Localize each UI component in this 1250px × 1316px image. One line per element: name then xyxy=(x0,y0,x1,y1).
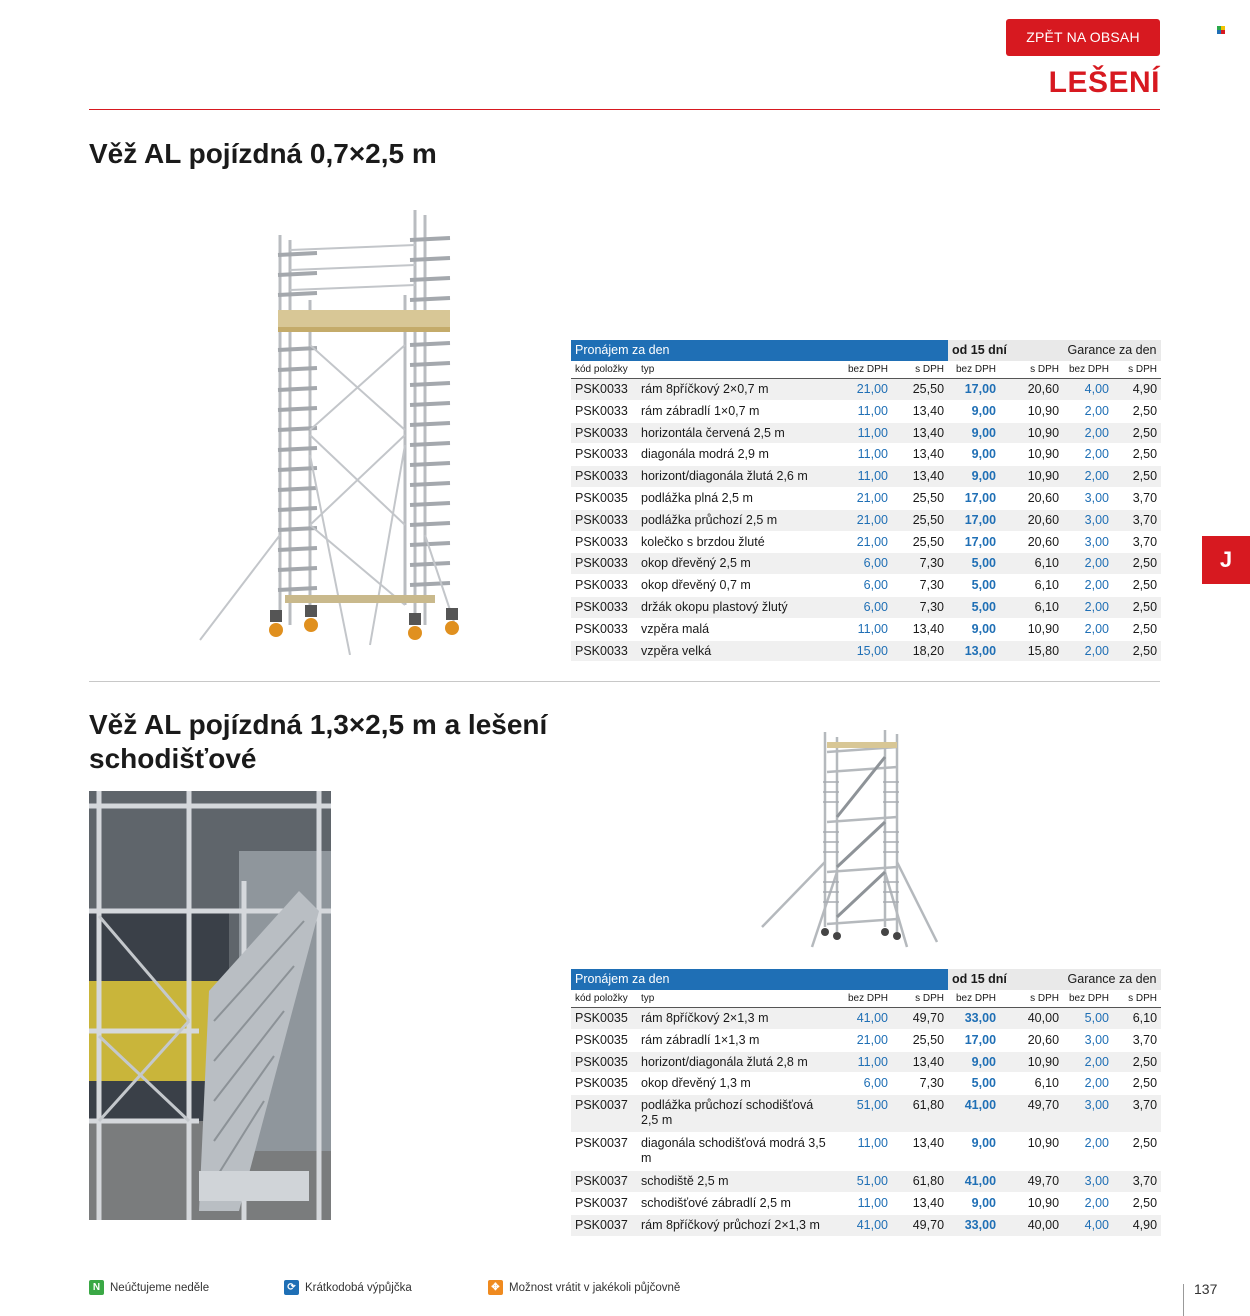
product-title-2 xyxy=(89,708,547,776)
price-15-s: 10,90 xyxy=(1000,1051,1063,1073)
return-anywhere-icon: ✥ xyxy=(488,1280,503,1295)
guarantee-s: 2,50 xyxy=(1113,1051,1161,1073)
price-table-2 xyxy=(571,969,1161,1237)
price-rent-s: 7,30 xyxy=(892,596,948,618)
price-15-s: 20,60 xyxy=(1000,487,1063,509)
item-type: podlážka průchozí 2,5 m xyxy=(637,509,835,531)
price-rent-s: 13,40 xyxy=(892,1192,948,1214)
price-rent-s: 25,50 xyxy=(892,487,948,509)
color-mark-icon xyxy=(1217,26,1225,34)
price-rent-s: 13,40 xyxy=(892,1133,948,1171)
price-rent-bez: 11,00 xyxy=(835,444,892,466)
guarantee-s: 2,50 xyxy=(1113,466,1161,488)
price-15-bez: 13,00 xyxy=(948,640,1000,662)
guarantee-bez: 4,00 xyxy=(1063,379,1113,401)
guarantee-bez: 3,00 xyxy=(1063,1171,1113,1193)
price-15-bez: 9,00 xyxy=(948,1133,1000,1171)
price-15-s: 20,60 xyxy=(1000,509,1063,531)
scaffold-tower-image-1 xyxy=(190,205,465,655)
guarantee-bez: 2,00 xyxy=(1063,444,1113,466)
price-15-bez: 17,00 xyxy=(948,379,1000,401)
footer-note-short-term xyxy=(284,1280,412,1295)
table-row xyxy=(571,1073,1161,1095)
price-15-s: 10,90 xyxy=(1000,400,1063,422)
footer-note-sundays-label: Neúčtujeme neděle xyxy=(110,1281,210,1294)
table-row xyxy=(571,466,1161,488)
price-rent-bez: 51,00 xyxy=(835,1171,892,1193)
page-number: 137 xyxy=(1194,1281,1218,1297)
guarantee-bez: 3,00 xyxy=(1063,1095,1113,1133)
price-15-bez: 17,00 xyxy=(948,531,1000,553)
col-bez-dph: bez DPH xyxy=(835,361,892,379)
price-rent-s: 13,40 xyxy=(892,466,948,488)
item-code: PSK0033 xyxy=(571,444,637,466)
price-rent-s: 61,80 xyxy=(892,1095,948,1133)
price-rent-s: 25,50 xyxy=(892,531,948,553)
guarantee-s: 2,50 xyxy=(1113,1133,1161,1171)
price-rent-bez: 11,00 xyxy=(835,466,892,488)
col-type: typ xyxy=(637,990,835,1008)
item-code: PSK0035 xyxy=(571,1029,637,1051)
col-s-dph: s DPH xyxy=(892,990,948,1008)
guarantee-s: 2,50 xyxy=(1113,640,1161,662)
item-code: PSK0033 xyxy=(571,640,637,662)
item-type: horizont/diagonála žlutá 2,6 m xyxy=(637,466,835,488)
price-rent-bez: 11,00 xyxy=(835,400,892,422)
item-code: PSK0033 xyxy=(571,618,637,640)
guarantee-bez: 2,00 xyxy=(1063,640,1113,662)
price-15-s: 49,70 xyxy=(1000,1171,1063,1193)
price-rent-bez: 11,00 xyxy=(835,1133,892,1171)
product-title-2-line2: schodišťové xyxy=(89,743,257,774)
guarantee-bez: 2,00 xyxy=(1063,1192,1113,1214)
price-rent-bez: 51,00 xyxy=(835,1095,892,1133)
price-rent-s: 13,40 xyxy=(892,618,948,640)
price-rent-bez: 6,00 xyxy=(835,596,892,618)
footer-note-sundays xyxy=(89,1280,209,1295)
item-type: rám 8příčkový průchozí 2×1,3 m xyxy=(637,1214,835,1236)
guarantee-bez: 2,00 xyxy=(1063,466,1113,488)
price-15-s: 6,10 xyxy=(1000,1073,1063,1095)
price-15-s: 49,70 xyxy=(1000,1095,1063,1133)
price-rent-s: 61,80 xyxy=(892,1171,948,1193)
col-bez-dph: bez DPH xyxy=(835,990,892,1008)
product-title-2-line1: Věž AL pojízdná 1,3×2,5 m a lešení xyxy=(89,709,548,740)
price-15-s: 40,00 xyxy=(1000,1214,1063,1236)
item-code: PSK0033 xyxy=(571,596,637,618)
price-rent-bez: 21,00 xyxy=(835,509,892,531)
price-rent-s: 13,40 xyxy=(892,444,948,466)
guarantee-s: 4,90 xyxy=(1113,379,1161,401)
price-15-bez: 5,00 xyxy=(948,596,1000,618)
item-code: PSK0035 xyxy=(571,1051,637,1073)
price-table-1 xyxy=(571,340,1161,662)
col-s-dph: s DPH xyxy=(892,361,948,379)
table-row xyxy=(571,618,1161,640)
price-rent-bez: 11,00 xyxy=(835,1192,892,1214)
item-code: PSK0033 xyxy=(571,575,637,597)
price-15-bez: 9,00 xyxy=(948,1192,1000,1214)
guarantee-s: 3,70 xyxy=(1113,1095,1161,1133)
price-15-bez: 5,00 xyxy=(948,553,1000,575)
price-rent-s: 18,20 xyxy=(892,640,948,662)
item-type: držák okopu plastový žlutý xyxy=(637,596,835,618)
item-type: okop dřevěný 2,5 m xyxy=(637,553,835,575)
table-row xyxy=(571,1171,1161,1193)
item-code: PSK0033 xyxy=(571,400,637,422)
table-row xyxy=(571,1133,1161,1171)
page-divider xyxy=(1183,1284,1184,1316)
guarantee-s: 4,90 xyxy=(1113,1214,1161,1236)
price-rent-bez: 6,00 xyxy=(835,553,892,575)
price-15-bez: 9,00 xyxy=(948,618,1000,640)
table-row xyxy=(571,1095,1161,1133)
price-rent-bez: 6,00 xyxy=(835,575,892,597)
price-15-bez: 41,00 xyxy=(948,1095,1000,1133)
price-rent-bez: 11,00 xyxy=(835,618,892,640)
header-divider xyxy=(89,109,1160,110)
price-15-s: 10,90 xyxy=(1000,422,1063,444)
item-code: PSK0037 xyxy=(571,1171,637,1193)
short-term-icon: ⟳ xyxy=(284,1280,299,1295)
price-15-s: 10,90 xyxy=(1000,618,1063,640)
table-row xyxy=(571,1192,1161,1214)
item-code: PSK0033 xyxy=(571,379,637,401)
item-type: podlážka plná 2,5 m xyxy=(637,487,835,509)
table-row xyxy=(571,1051,1161,1073)
rental-header: Pronájem za den xyxy=(571,969,948,990)
price-rent-bez: 21,00 xyxy=(835,531,892,553)
price-15-bez: 17,00 xyxy=(948,509,1000,531)
table-row xyxy=(571,379,1161,401)
price-rent-bez: 21,00 xyxy=(835,487,892,509)
item-type: schodišťové zábradlí 2,5 m xyxy=(637,1192,835,1214)
item-type: okop dřevěný 1,3 m xyxy=(637,1073,835,1095)
price-rent-bez: 6,00 xyxy=(835,1073,892,1095)
table-row xyxy=(571,400,1161,422)
price-rent-bez: 11,00 xyxy=(835,422,892,444)
guarantee-bez: 2,00 xyxy=(1063,422,1113,444)
guarantee-s: 3,70 xyxy=(1113,509,1161,531)
stair-scaffold-photo xyxy=(89,791,331,1220)
table-row xyxy=(571,640,1161,662)
section-title: LEŠENÍ xyxy=(1048,66,1160,99)
guarantee-s: 6,10 xyxy=(1113,1008,1161,1030)
item-type: diagonála schodišťová modrá 3,5 m xyxy=(637,1133,835,1171)
item-type: horizont/diagonála žlutá 2,8 m xyxy=(637,1051,835,1073)
item-code: PSK0033 xyxy=(571,553,637,575)
col-s-dph: s DPH xyxy=(1113,361,1161,379)
table-row xyxy=(571,444,1161,466)
price-15-bez: 33,00 xyxy=(948,1008,1000,1030)
price-rent-s: 7,30 xyxy=(892,575,948,597)
item-type: podlážka průchozí schodišťová 2,5 m xyxy=(637,1095,835,1133)
price-15-s: 20,60 xyxy=(1000,379,1063,401)
price-15-bez: 9,00 xyxy=(948,1051,1000,1073)
price-15-bez: 33,00 xyxy=(948,1214,1000,1236)
guarantee-s: 3,70 xyxy=(1113,531,1161,553)
guarantee-s: 2,50 xyxy=(1113,575,1161,597)
col-s-dph: s DPH xyxy=(1113,990,1161,1008)
guarantee-s: 3,70 xyxy=(1113,487,1161,509)
table-row xyxy=(571,596,1161,618)
item-type: kolečko s brzdou žluté xyxy=(637,531,835,553)
item-type: vzpěra velká xyxy=(637,640,835,662)
price-15-bez: 41,00 xyxy=(948,1171,1000,1193)
footer-note-short-term-label: Krátkodobá výpůjčka xyxy=(305,1281,412,1294)
price-15-s: 6,10 xyxy=(1000,553,1063,575)
footer-note-return xyxy=(488,1280,680,1295)
item-type: rám zábradlí 1×1,3 m xyxy=(637,1029,835,1051)
guarantee-header: Garance za den xyxy=(1063,969,1161,990)
price-rent-s: 13,40 xyxy=(892,422,948,444)
guarantee-bez: 3,00 xyxy=(1063,531,1113,553)
price-15-s: 15,80 xyxy=(1000,640,1063,662)
col-code: kód položky xyxy=(571,990,637,1008)
item-type: horizontála červená 2,5 m xyxy=(637,422,835,444)
price-15-bez: 9,00 xyxy=(948,400,1000,422)
price-rent-bez: 11,00 xyxy=(835,1051,892,1073)
guarantee-bez: 5,00 xyxy=(1063,1008,1113,1030)
col-code: kód položky xyxy=(571,361,637,379)
col-s-dph: s DPH xyxy=(1000,990,1063,1008)
item-code: PSK0035 xyxy=(571,487,637,509)
price-rent-s: 13,40 xyxy=(892,400,948,422)
table-row xyxy=(571,1029,1161,1051)
col-type: typ xyxy=(637,361,835,379)
table-row xyxy=(571,575,1161,597)
price-15-s: 40,00 xyxy=(1000,1008,1063,1030)
table-row xyxy=(571,487,1161,509)
price-rent-bez: 41,00 xyxy=(835,1214,892,1236)
price-15-bez: 9,00 xyxy=(948,444,1000,466)
stair-tower-image xyxy=(757,712,942,952)
guarantee-bez: 2,00 xyxy=(1063,575,1113,597)
item-code: PSK0033 xyxy=(571,531,637,553)
col-bez-dph: bez DPH xyxy=(1063,361,1113,379)
price-15-s: 10,90 xyxy=(1000,1192,1063,1214)
15-days-header: od 15 dní xyxy=(948,969,1063,990)
product-title-1: Věž AL pojízdná 0,7×2,5 m xyxy=(89,138,437,169)
guarantee-bez: 3,00 xyxy=(1063,1029,1113,1051)
table-row xyxy=(571,509,1161,531)
guarantee-s: 2,50 xyxy=(1113,1192,1161,1214)
price-rent-bez: 41,00 xyxy=(835,1008,892,1030)
item-type: rám 8příčkový 2×1,3 m xyxy=(637,1008,835,1030)
col-bez-dph: bez DPH xyxy=(948,361,1000,379)
rental-header: Pronájem za den xyxy=(571,340,948,361)
item-type: diagonála modrá 2,9 m xyxy=(637,444,835,466)
price-15-s: 10,90 xyxy=(1000,444,1063,466)
item-code: PSK0035 xyxy=(571,1073,637,1095)
price-15-bez: 5,00 xyxy=(948,1073,1000,1095)
price-rent-s: 25,50 xyxy=(892,379,948,401)
guarantee-s: 3,70 xyxy=(1113,1029,1161,1051)
price-15-s: 20,60 xyxy=(1000,531,1063,553)
price-15-s: 6,10 xyxy=(1000,575,1063,597)
price-rent-bez: 15,00 xyxy=(835,640,892,662)
item-type: okop dřevěný 0,7 m xyxy=(637,575,835,597)
guarantee-s: 2,50 xyxy=(1113,596,1161,618)
guarantee-header: Garance za den xyxy=(1063,340,1161,361)
price-rent-s: 49,70 xyxy=(892,1008,948,1030)
item-code: PSK0037 xyxy=(571,1133,637,1171)
item-code: PSK0033 xyxy=(571,422,637,444)
col-bez-dph: bez DPH xyxy=(1063,990,1113,1008)
section-divider xyxy=(89,681,1160,682)
price-15-bez: 9,00 xyxy=(948,422,1000,444)
price-rent-s: 25,50 xyxy=(892,1029,948,1051)
price-rent-s: 13,40 xyxy=(892,1051,948,1073)
guarantee-s: 2,50 xyxy=(1113,444,1161,466)
col-s-dph: s DPH xyxy=(1000,361,1063,379)
guarantee-bez: 2,00 xyxy=(1063,596,1113,618)
price-15-s: 10,90 xyxy=(1000,1133,1063,1171)
guarantee-s: 2,50 xyxy=(1113,422,1161,444)
table-row xyxy=(571,531,1161,553)
table-row xyxy=(571,422,1161,444)
back-to-contents-button[interactable]: ZPĚT NA OBSAH xyxy=(1006,19,1160,56)
guarantee-bez: 2,00 xyxy=(1063,618,1113,640)
price-rent-s: 49,70 xyxy=(892,1214,948,1236)
price-rent-s: 7,30 xyxy=(892,1073,948,1095)
item-type: schodiště 2,5 m xyxy=(637,1171,835,1193)
guarantee-bez: 2,00 xyxy=(1063,400,1113,422)
item-code: PSK0035 xyxy=(571,1008,637,1030)
chapter-tab[interactable]: J xyxy=(1202,536,1250,584)
price-15-bez: 9,00 xyxy=(948,466,1000,488)
sunday-icon: N xyxy=(89,1280,104,1295)
guarantee-bez: 2,00 xyxy=(1063,1133,1113,1171)
guarantee-s: 2,50 xyxy=(1113,1073,1161,1095)
item-type: rám 8příčkový 2×0,7 m xyxy=(637,379,835,401)
footer-note-return-label: Možnost vrátit v jakékoli půjčovně xyxy=(509,1281,681,1294)
item-code: PSK0037 xyxy=(571,1192,637,1214)
price-15-bez: 17,00 xyxy=(948,1029,1000,1051)
price-rent-s: 7,30 xyxy=(892,553,948,575)
guarantee-bez: 3,00 xyxy=(1063,509,1113,531)
price-15-s: 20,60 xyxy=(1000,1029,1063,1051)
price-15-bez: 5,00 xyxy=(948,575,1000,597)
guarantee-bez: 2,00 xyxy=(1063,553,1113,575)
table-row xyxy=(571,1008,1161,1030)
item-type: vzpěra malá xyxy=(637,618,835,640)
item-code: PSK0033 xyxy=(571,466,637,488)
price-rent-bez: 21,00 xyxy=(835,379,892,401)
table-row xyxy=(571,1214,1161,1236)
price-15-s: 10,90 xyxy=(1000,466,1063,488)
item-code: PSK0037 xyxy=(571,1214,637,1236)
price-rent-bez: 21,00 xyxy=(835,1029,892,1051)
item-code: PSK0037 xyxy=(571,1095,637,1133)
guarantee-bez: 2,00 xyxy=(1063,1051,1113,1073)
col-bez-dph: bez DPH xyxy=(948,990,1000,1008)
item-code: PSK0033 xyxy=(571,509,637,531)
guarantee-s: 2,50 xyxy=(1113,400,1161,422)
item-type: rám zábradlí 1×0,7 m xyxy=(637,400,835,422)
price-15-bez: 17,00 xyxy=(948,487,1000,509)
guarantee-s: 2,50 xyxy=(1113,618,1161,640)
guarantee-s: 3,70 xyxy=(1113,1171,1161,1193)
guarantee-s: 2,50 xyxy=(1113,553,1161,575)
guarantee-bez: 4,00 xyxy=(1063,1214,1113,1236)
table-row xyxy=(571,553,1161,575)
guarantee-bez: 3,00 xyxy=(1063,487,1113,509)
15-days-header: od 15 dní xyxy=(948,340,1063,361)
guarantee-bez: 2,00 xyxy=(1063,1073,1113,1095)
price-15-s: 6,10 xyxy=(1000,596,1063,618)
price-rent-s: 25,50 xyxy=(892,509,948,531)
